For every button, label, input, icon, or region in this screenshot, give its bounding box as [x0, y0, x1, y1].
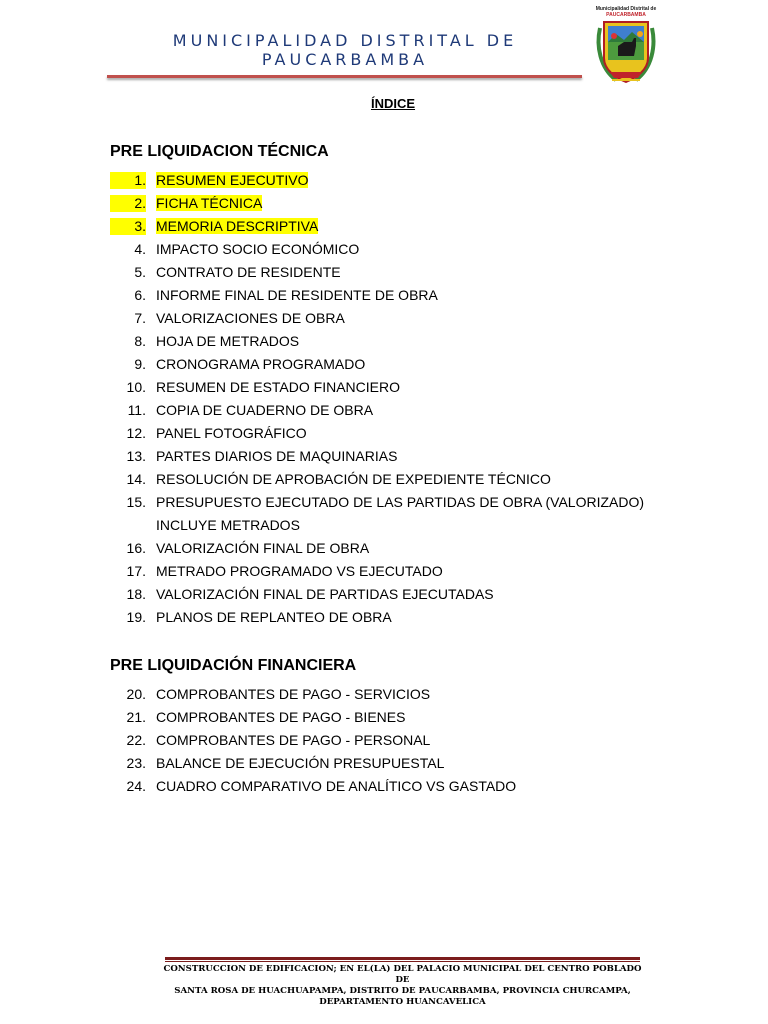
index-item-number: 10. [126, 379, 146, 395]
index-item-label [156, 215, 670, 238]
index-item-number: 13. [126, 448, 146, 464]
index-item-number: 7. [134, 310, 146, 326]
index-item-text: VALORIZACIÓN FINAL DE OBRA [156, 540, 370, 556]
index-item-number: 18. [126, 586, 146, 602]
index-item-text: BALANCE DE EJECUCIÓN PRESUPUESTAL [156, 755, 445, 771]
index-item-label [156, 752, 670, 775]
index-item [110, 308, 670, 331]
index-item [110, 285, 670, 308]
index-item-text: COMPROBANTES DE PAGO - PERSONAL [156, 732, 431, 748]
index-item-text: IMPACTO SOCIO ECONÓMICO [156, 241, 360, 257]
index-item-label [156, 353, 670, 376]
index-item-number: 5. [134, 264, 146, 280]
index-item-number: 15. [126, 494, 146, 510]
index-item-text: INFORME FINAL DE RESIDENTE DE OBRA [156, 287, 438, 303]
technical-items-list [110, 170, 670, 630]
municipal-crest-logo [594, 6, 658, 86]
municipality-title-line2: PAUCARBAMBA [261, 50, 429, 69]
footer-divider-thick [165, 957, 640, 960]
index-item-label [156, 445, 670, 468]
index-item-number: 14. [126, 471, 146, 487]
index-item-number: 2. [110, 195, 146, 212]
index-item [110, 607, 670, 630]
index-item-label [156, 307, 670, 330]
index-item-text: RESOLUCIÓN DE APROBACIÓN DE EXPEDIENTE TÉCNICO [156, 471, 551, 487]
index-item [110, 354, 670, 377]
index-item-text: COMPROBANTES DE PAGO - BIENES [156, 709, 406, 725]
index-item-number: 20. [126, 686, 146, 702]
index-item-label [156, 537, 670, 560]
index-item [110, 331, 670, 354]
logo-caption-name: PAUCARBAMBA [606, 12, 646, 18]
financial-items-list [110, 684, 670, 799]
index-item-text: METRADO PROGRAMADO VS EJECUTADO [156, 563, 443, 579]
index-item-label [156, 775, 670, 798]
index-item-number: 1. [110, 172, 146, 189]
index-item [110, 239, 670, 262]
index-item [110, 193, 670, 216]
index-item-text: COMPROBANTES DE PAGO - SERVICIOS [156, 686, 431, 702]
footer-line2: SANTA ROSA DE HUACHUAPAMPA, DISTRITO DE PAUCARBAMBA, PROVINCIA CHURCAMPA, [174, 986, 631, 996]
index-item-label [156, 583, 670, 606]
index-item-text: HOJA DE METRADOS [156, 333, 300, 349]
section-title-technical: PRE LIQUIDACION TÉCNICA [110, 143, 329, 160]
index-item-text: PRESUPUESTO EJECUTADO DE LAS PARTIDAS DE OBRA (VALORIZADO) INCLUYE METRADOS [156, 494, 645, 533]
index-item [110, 776, 670, 799]
index-item-label [156, 706, 670, 729]
footer-line3: DEPARTAMENTO HUANCAVELICA [319, 997, 486, 1007]
index-item-text: PARTES DIARIOS DE MAQUINARIAS [156, 448, 398, 464]
index-item-text: FICHA TÉCNICA [156, 195, 263, 211]
index-item-label [156, 376, 670, 399]
index-item-text: MEMORIA DESCRIPTIVA [156, 218, 319, 234]
index-item-number: 16. [126, 540, 146, 556]
index-item-text: RESUMEN DE ESTADO FINANCIERO [156, 379, 400, 395]
index-item-label [156, 330, 670, 353]
footer-line1: CONSTRUCCION DE EDIFICACION; EN EL(LA) DEL PALACIO MUNICIPAL DEL CENTRO POBLADO DE [163, 964, 642, 985]
municipality-title [108, 31, 582, 69]
index-item-number: 9. [134, 356, 146, 372]
index-item-label [156, 399, 670, 422]
index-item-label [156, 560, 670, 583]
index-item-label [156, 683, 670, 706]
index-item [110, 469, 670, 492]
header-divider [107, 75, 582, 78]
index-item-label [156, 729, 670, 752]
index-item-number: 17. [126, 563, 146, 579]
section-title-financial: PRE LIQUIDACIÓN FINANCIERA [110, 657, 357, 674]
index-item-number: 22. [126, 732, 146, 748]
index-item [110, 216, 670, 239]
index-item-number: 4. [134, 241, 146, 257]
index-item-text: CUADRO COMPARATIVO DE ANALÍTICO VS GASTADO [156, 778, 517, 794]
index-item [110, 730, 670, 753]
crest-shield-icon [594, 6, 658, 86]
index-item-number: 8. [134, 333, 146, 349]
index-item [110, 400, 670, 423]
index-item [110, 446, 670, 469]
index-item-text: VALORIZACIONES DE OBRA [156, 310, 345, 326]
index-item-label [156, 192, 670, 215]
index-item-label [156, 284, 670, 307]
index-item-text: CONTRATO DE RESIDENTE [156, 264, 341, 280]
index-item [110, 262, 670, 285]
index-item-label [156, 606, 670, 629]
index-item [110, 170, 670, 193]
index-item [110, 377, 670, 400]
index-item-number: 21. [126, 709, 146, 725]
index-item [110, 753, 670, 776]
index-item [110, 707, 670, 730]
index-item-number: 24. [126, 778, 146, 794]
index-item-text: COPIA DE CUADERNO DE OBRA [156, 402, 374, 418]
index-item [110, 492, 670, 538]
index-item [110, 561, 670, 584]
footer-divider-thin [165, 961, 640, 962]
index-item-label [156, 169, 670, 192]
index-item-text: CRONOGRAMA PROGRAMADO [156, 356, 366, 372]
index-item-number: 3. [110, 218, 146, 235]
project-footer [162, 964, 643, 1008]
index-item-text: RESUMEN EJECUTIVO [156, 172, 309, 188]
index-item-number: 19. [126, 609, 146, 625]
logo-caption-top: Municipalidad Distrital de [595, 6, 657, 12]
index-item [110, 684, 670, 707]
index-item-text: VALORIZACIÓN FINAL DE PARTIDAS EJECUTADAS [156, 586, 494, 602]
index-item [110, 423, 670, 446]
index-item-label [156, 238, 670, 261]
index-item [110, 538, 670, 561]
index-item-label [156, 468, 670, 491]
index-item-number: 12. [126, 425, 146, 441]
municipality-title-line1: MUNICIPALIDAD DISTRITAL DE [172, 31, 518, 50]
index-item-text: PANEL FOTOGRÁFICO [156, 425, 307, 441]
index-item-label [156, 491, 670, 537]
index-title: ÍNDICE [370, 96, 416, 111]
index-item-number: 23. [126, 755, 146, 771]
index-item [110, 584, 670, 607]
index-item-label [156, 422, 670, 445]
index-item-text: PLANOS DE REPLANTEO DE OBRA [156, 609, 392, 625]
index-item-number: 11. [127, 402, 146, 418]
index-item-number: 6. [134, 287, 146, 303]
index-item-label [156, 261, 670, 284]
